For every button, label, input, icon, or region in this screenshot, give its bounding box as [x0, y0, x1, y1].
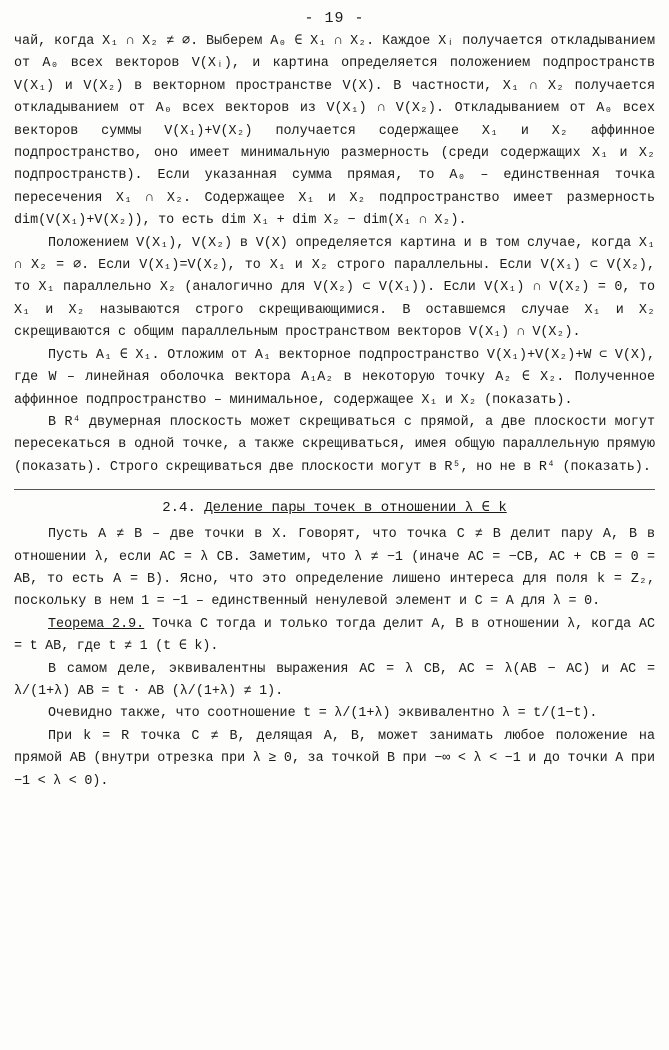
paragraph: Пусть A ≠ B – две точки в X. Говорят, что точка C ≠ B делит пару A, B в отношении λ, если AC = λ CB. Заметим, что λ ≠ −1 (иначе AC = −CB, AC + CB = 0 = AB, то есть A = B). Ясно, что это определение лишено интереса для поля k = Z₂, поскольку в нем 1 = −1 – единственный ненулевой элемент и C = A для λ = 0.: [14, 527, 655, 610]
section-title: [14, 496, 655, 520]
paragraph: Очевидно также, что соотношение t = λ/(1+λ) эквивалентно λ = t/(1−t).: [48, 706, 598, 722]
paragraph: В R⁴ двумерная плоскость может скрещиваться с прямой, а две плоскости могут пересекаться в одной точке, а также скрещиваться, имея общую параллельную прямую (показать). Строго скрещиваться две плоскости могут в R⁵, но не в R⁴ (показать).: [14, 414, 655, 475]
section-title-text: Деление пары точек в отношении λ ∈ k: [204, 500, 507, 517]
paragraph: В самом деле, эквивалентны выражения AC = λ CB, AC = λ(AB − AC) и AC = λ/(1+λ) AB = t · AB (λ/(1+λ) ≠ 1).: [14, 661, 655, 699]
theorem-text: Точка C тогда и только тогда делит A, B в отношении λ, когда AC = t AB, где t ≠ 1 (t ∈ k).: [14, 616, 655, 655]
section-heading: [14, 489, 655, 520]
text-block-top: [14, 31, 655, 479]
paragraph: чай, когда X₁ ∩ X₂ ≠ ∅. Выберем A₀ ∈ X₁ ∩ X₂. Каждое Xᵢ получается откладыванием от A₀ всех векторов V(Xᵢ), и картина определяется положением подпространств V(X₁) и V(X₂) в векторном пространстве V(X). В частности, X₁ ∩ X₂ получается откладыванием от A₀ всех векторов из V(X₁) ∩ V(X₂). Откладыванием от A₀ всех векторов суммы V(X₁)+V(X₂) получается содержащее X₁ и X₂ аффинное подпространство, оно имеет минимальную размерность (среди содержащих X₁ и X₂ подпространств). Если указанная сумма прямая, то A₀ – единственная точка пересечения X₁ ∩ X₂. Содержащее X₁ и X₂ подпространство имеет размерность dim(V(X₁)+V(X₂)), то есть dim X₁ + dim X₂ − dim(X₁ ∩ X₂).: [14, 34, 655, 229]
section-number: 2.4.: [162, 500, 196, 517]
theorem-label: Теорема 2.9.: [48, 616, 145, 632]
paragraph: При k = R точка C ≠ B, делящая A, B, может занимать любое положение на прямой AB (внутри отрезка при λ ≥ 0, за точкой B при −∞ < λ < −1 и до точки A при −1 < λ < 0).: [14, 728, 655, 789]
paragraph: Положением V(X₁), V(X₂) в V(X) определяется картина и в том случае, когда X₁ ∩ X₂ = ∅. Если V(X₁)=V(X₂), то X₁ и X₂ строго параллельны. Если V(X₁) ⊂ V(X₂), то X₁ параллельно X₂ (аналогично для V(X₂) ⊂ V(X₁)). Если V(X₁) ∩ V(X₂) = 0, то X₁ и X₂ называются строго скрещивающимися. В оставшемся случае X₁ и X₂ скрещиваются с общим параллельным пространством векторов V(X₁) ∩ V(X₂).: [14, 235, 655, 341]
paragraph: Пусть A₁ ∈ X₁. Отложим от A₁ векторное подпространство V(X₁)+V(X₂)+W ⊂ V(X), где W – линейная оболочка вектора A₁A₂ в некоторую точку A₂ ∈ X₂. Полученное аффинное подпространство – минимальное, содержащее X₁ и X₂ (показать).: [14, 347, 655, 408]
page-number: - 19 -: [304, 10, 365, 27]
theorem-paragraph: [14, 614, 655, 659]
text-block-bottom: [14, 524, 655, 793]
